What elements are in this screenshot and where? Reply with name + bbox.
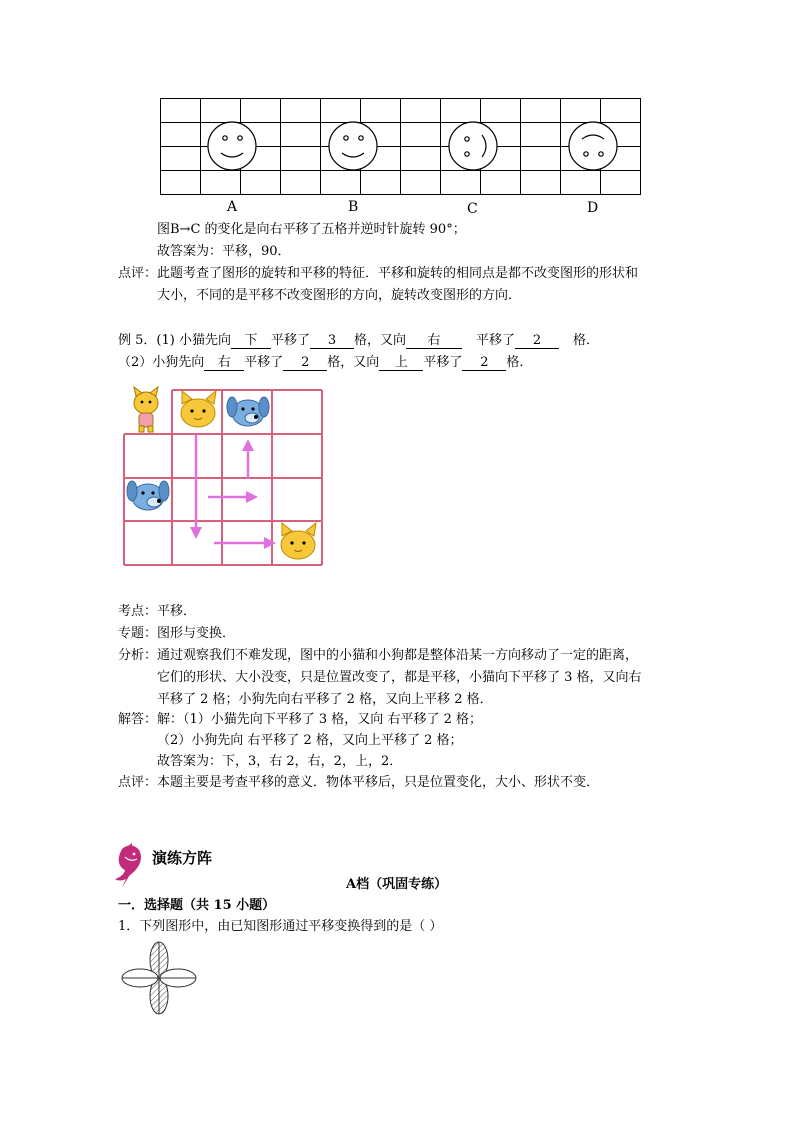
review-label: 点评： — [118, 266, 158, 281]
section-heading: 一．选择题（共 15 小题） — [118, 898, 276, 913]
grid-label-c: C — [467, 201, 478, 217]
practice-heading: 演练方阵 — [152, 849, 213, 867]
cat-head-end-icon — [281, 523, 316, 559]
fenxi-label: 分析： — [118, 648, 158, 663]
face-a — [208, 122, 256, 170]
question-1: 1．下列图形中，由已知图形通过平移变换得到的是（ ） — [118, 919, 443, 934]
example5-question-2: （2）小狗先向 右 平移了 2 格，又向 上 平移了 2 格． — [118, 355, 533, 370]
grid-label-d: D — [587, 200, 599, 216]
cat-dog-grid-figure — [122, 387, 326, 569]
review-line-1: 此题考查了图形的旋转和平移的特征．平移和旋转的相同点是都不改变图形的形状和 — [157, 266, 639, 281]
jieda-line-2: （2）小狗先向 右平移了 2 格，又向上平移了 2 格； — [157, 733, 463, 748]
grid-label-a: A — [227, 199, 238, 215]
solution-line-2: 故答案为：平移，90． — [157, 244, 291, 259]
fenxi-line-1: 通过观察我们不难发现，图中的小猫和小狗都是整体沿某一方向移动了一定的距离， — [157, 648, 639, 663]
dog-head-start-icon — [127, 481, 169, 510]
example5-question-1: 例 5．(1) 小猫先向 下 平移了 3 格，又向 右 平移了 2 格． — [118, 333, 600, 348]
fenxi-line-2: 它们的形状、大小没变，只是位置改变了，都是平移，小猫向下平移了 3 格，又向右 — [157, 670, 642, 685]
four-petal-figure — [121, 940, 197, 1016]
face-b — [329, 122, 377, 170]
fenxi-line-3: 平移了 2 格；小狗先向右平移了 2 格，又向上平移 2 格． — [157, 692, 493, 707]
dianping-line: 点评：本题主要是考查平移的意义．物体平移后，只是位置变化，大小、形状不变． — [118, 775, 600, 790]
jieda-line-1: 解：（1）小猫先向下平移了 3 格，又向 右平移了 2 格； — [157, 712, 482, 727]
practice-level: A档（巩固专练） — [346, 877, 448, 892]
dog-head-end-icon — [227, 397, 269, 426]
jieda-label: 解答： — [118, 712, 158, 727]
cat-head-start-icon — [181, 391, 216, 427]
kaodian-line: 考点：平移． — [118, 604, 197, 619]
solution-line-1: 图B→C 的变化是向右平移了五格并逆时针旋转 90°； — [157, 222, 466, 237]
review-line-2: 大小，不同的是平移不改变图形的方向，旋转改变图形的方向． — [157, 288, 522, 303]
face-d — [569, 122, 617, 170]
grid-label-b: B — [348, 199, 359, 215]
jieda-line-3: 故答案为：下，3，右 2，右，2，上，2． — [157, 754, 403, 769]
dolphin-icon — [113, 843, 145, 889]
zhuanti-line: 专题：图形与变换． — [118, 626, 236, 641]
face-grid-figure — [160, 98, 642, 196]
face-c — [449, 122, 497, 170]
standing-cat-icon — [134, 387, 158, 432]
